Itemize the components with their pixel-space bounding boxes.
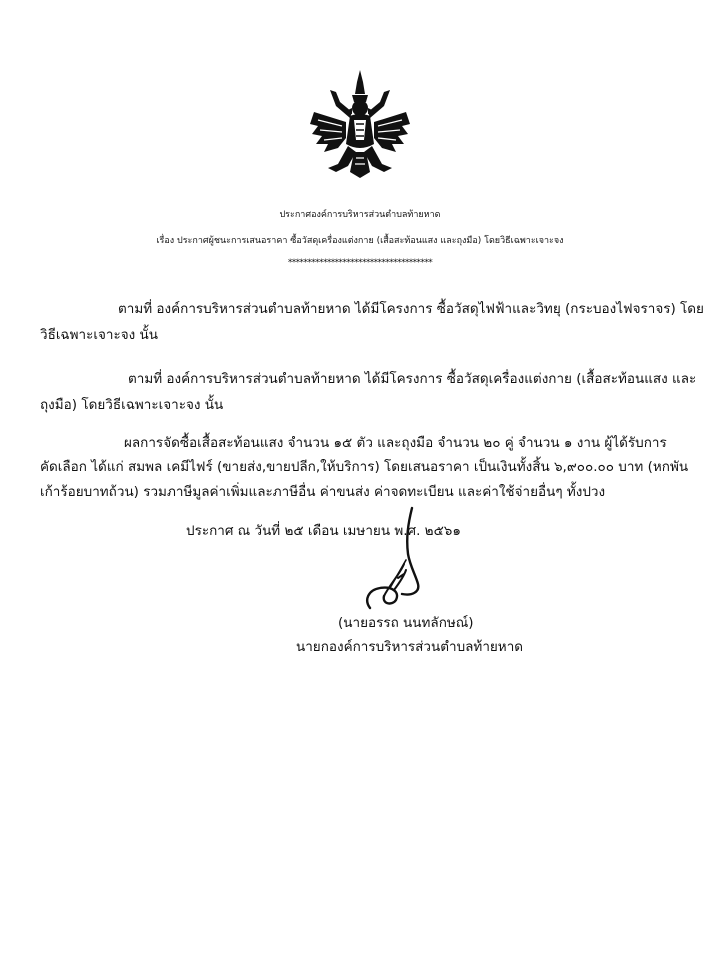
paragraph-3-line-1: ผลการจัดซื้อเสื้อสะท้อนแสง จำนวน ๑๕ ตัว และถุงมือ จำนวน ๒๐ คู่ จำนวน ๑ งาน ผู้ได้รับการ (124, 435, 667, 451)
paragraph-3-line-3: เก้าร้อยบาทถ้วน) รวมภาษีมูลค่าเพิ่มและภาษีอื่น ค่าขนส่ง ค่าจดทะเบียน และค่าใช้จ่ายอื่นๆ ทั้งปวง (40, 484, 606, 500)
paragraph-1-line-2: วิธีเฉพาะเจาะจง นั้น (40, 327, 158, 343)
signatory-name: (นายอรรถ นนทลักษณ์) (338, 615, 474, 631)
garuda-emblem-icon (308, 68, 412, 180)
separator-line: ************************************* (287, 258, 433, 268)
announcement-title: ประกาศองค์การบริหารส่วนตำบลท้ายหาด (279, 210, 441, 220)
handwritten-signature (360, 504, 452, 614)
paragraph-2-line-2: ถุงมือ) โดยวิธีเฉพาะเจาะจง นั้น (40, 397, 224, 413)
paragraph-1-line-1: ตามที่ องค์การบริหารส่วนตำบลท้ายหาด ได้มีโครงการ ซื้อวัสดุไฟฟ้าและวิทยุ (กระบองไฟจราจร) โดย (118, 301, 704, 317)
announcement-date: ประกาศ ณ วันที่ ๒๕ เดือน เมษายน พ.ศ. ๒๕๖๑ (186, 523, 461, 539)
paragraph-3-line-2: คัดเลือก ได้แก่ สมพล เคมีไฟร์ (ขายส่ง,ขายปลีก,ให้บริการ) โดยเสนอราคา เป็นเงินทั้งสิ้น ๖,๙๐๐.๐๐ บาท (หกพัน (40, 459, 689, 475)
signatory-position: นายกองค์การบริหารส่วนตำบลท้ายหาด (296, 639, 524, 655)
paragraph-2-line-1: ตามที่ องค์การบริหารส่วนตำบลท้ายหาด ได้มีโครงการ ซื้อวัสดุเครื่องแต่งกาย (เสื้อสะท้อนแสง และ (128, 371, 697, 387)
announcement-subject: เรื่อง ประกาศผู้ชนะการเสนอราคา ซื้อวัสดุเครื่องแต่งกาย (เสื้อสะท้อนแสง และถุงมือ) โดยวิธีเฉพาะเจาะจง (156, 236, 564, 246)
